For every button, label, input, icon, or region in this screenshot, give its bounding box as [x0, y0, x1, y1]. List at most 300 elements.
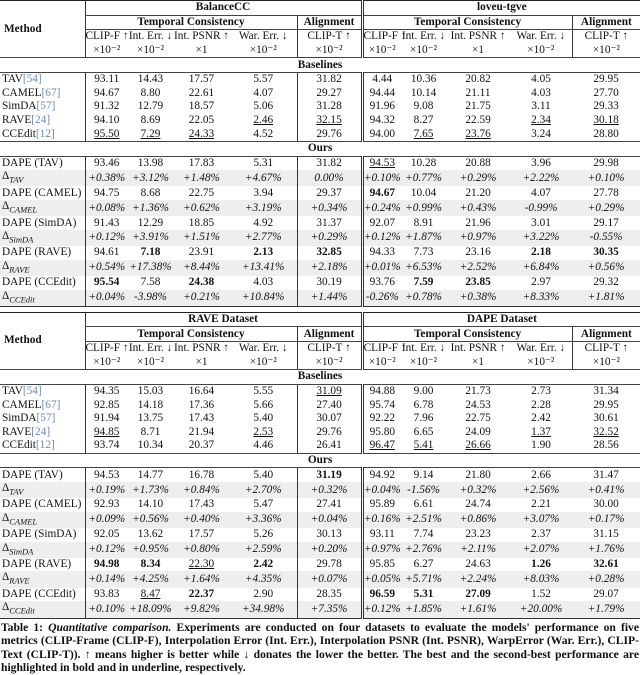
delta-row — [0, 170, 640, 186]
value-cell: 17.57 — [188, 528, 215, 541]
value-cell: 27.41 — [297, 498, 362, 512]
value-cell: 23.23 — [465, 528, 491, 541]
value-cell: 14.18 — [137, 398, 164, 411]
value-cell: +0.29% — [297, 230, 362, 246]
method-name: DAPE (CCEdit) — [2, 276, 76, 289]
citation-link[interactable]: [57] — [36, 100, 56, 113]
value-cell: 27.70 — [593, 86, 619, 99]
value-cell: +0.14% — [85, 571, 128, 587]
value-cell: 16.78 — [188, 468, 215, 481]
value-cell: 92.93 — [85, 498, 128, 512]
value-cell: 21.80 — [465, 468, 491, 481]
table-row — [0, 246, 640, 260]
value-cell: +0.20% — [297, 542, 362, 558]
value-cell: 8.91 — [413, 216, 434, 229]
alignment-header: Alignment — [572, 15, 640, 30]
table-row — [0, 426, 640, 440]
method-label: CAMEL — [2, 398, 42, 411]
table-row — [0, 384, 640, 398]
delta-label — [0, 542, 85, 558]
value-cell: 94.35 — [85, 384, 128, 398]
citation-link[interactable]: [24] — [31, 425, 51, 438]
metric-header: War. Err. ↓ — [516, 342, 566, 355]
value-cell: 30.19 — [297, 276, 362, 290]
table-row — [0, 100, 640, 114]
value-cell: 31.19 — [297, 468, 362, 482]
delta-row — [0, 260, 640, 276]
metric-header: Int. PSNR ↑ — [174, 342, 229, 355]
method-header: Method — [0, 312, 85, 369]
value-cell: +2.11% — [446, 542, 510, 558]
value-cell: 2.42 — [253, 558, 274, 571]
table-row — [0, 588, 640, 602]
method-label: TAV — [2, 73, 23, 86]
value-cell: 5.57 — [253, 73, 274, 86]
value-cell: 22.75 — [188, 186, 215, 199]
table-row — [0, 127, 640, 141]
value-cell: 27.78 — [593, 186, 619, 199]
value-cell: 24.74 — [465, 498, 491, 511]
delta-row — [0, 290, 640, 307]
citation-link[interactable]: [12] — [35, 439, 55, 452]
value-cell: 7.29 — [140, 127, 161, 140]
citation-link[interactable]: [57] — [36, 412, 56, 425]
value-cell: 94.53 — [85, 468, 128, 482]
metric-scale: ×10⁻² — [572, 356, 640, 370]
value-cell: 28.80 — [593, 127, 619, 140]
method-name — [0, 127, 85, 141]
metric-scale: ×10⁻² — [362, 356, 401, 370]
delta-subscript: RAVE — [9, 263, 30, 274]
value-cell: +0.38% — [85, 170, 128, 186]
method-name: DAPE (CCEdit) — [2, 587, 76, 600]
method-name — [0, 412, 85, 426]
value-cell: 96.47 — [362, 439, 401, 453]
alignment-header: Alignment — [572, 327, 640, 342]
method-header: Method — [0, 1, 85, 58]
value-cell: +0.99% — [401, 200, 446, 216]
value-cell: 29.07 — [593, 587, 619, 600]
value-cell: 3.11 — [531, 100, 551, 113]
delta-row — [0, 512, 640, 528]
value-cell: +1.51% — [173, 230, 230, 246]
value-cell: 29.27 — [297, 87, 362, 101]
citation-link[interactable]: [12] — [35, 127, 55, 140]
value-cell: +3.36% — [230, 512, 297, 528]
value-cell: +1.87% — [401, 230, 446, 246]
value-cell: 28.56 — [593, 439, 619, 452]
value-cell: 31.37 — [297, 216, 362, 230]
value-cell: 21.94 — [188, 425, 215, 438]
citation-link[interactable]: [67] — [41, 398, 61, 411]
value-cell: +2.76% — [401, 542, 446, 558]
value-cell: 31.82 — [297, 72, 362, 86]
value-cell: 32.52 — [593, 425, 619, 438]
value-cell: 30.07 — [297, 412, 362, 426]
method-name: DAPE (TAV) — [2, 156, 63, 169]
value-cell: 24.38 — [188, 276, 215, 289]
value-cell: 31.47 — [593, 468, 619, 481]
value-cell: +1.61% — [446, 601, 510, 618]
method-name — [0, 87, 85, 101]
value-cell: 23.85 — [465, 276, 491, 289]
results-table — [0, 312, 640, 619]
delta-subscript: SimDA — [9, 234, 34, 245]
value-cell: 22.59 — [465, 114, 491, 127]
value-cell: 93.46 — [85, 156, 128, 170]
value-cell: +0.56% — [572, 260, 640, 276]
metric-header: Int. PSNR ↑ — [450, 30, 506, 43]
value-cell: 15.03 — [137, 385, 164, 398]
value-cell: +2.51% — [401, 512, 446, 528]
method-label: CCEdit — [2, 127, 36, 140]
delta-label — [0, 170, 85, 186]
metric-header: Int. Err. ↓ — [128, 30, 173, 43]
alignment-header: Alignment — [297, 327, 362, 342]
value-cell: 17.43 — [188, 498, 215, 511]
value-cell: 22.05 — [188, 114, 215, 127]
value-cell: 24.33 — [188, 127, 215, 140]
value-cell: +0.62% — [173, 200, 230, 216]
delta-symbol: Δ — [2, 170, 10, 183]
value-cell: +13.41% — [230, 260, 297, 276]
value-cell: 2.34 — [531, 114, 551, 127]
value-cell: 5.66 — [253, 398, 274, 411]
alignment-header: Alignment — [297, 15, 362, 30]
value-cell: 3.94 — [253, 186, 274, 199]
value-cell: 29.95 — [593, 398, 619, 411]
value-cell: 24.53 — [465, 398, 491, 411]
value-cell: 95.50 — [85, 127, 128, 141]
value-cell: +4.25% — [128, 571, 173, 587]
citation-link[interactable]: [24] — [31, 114, 51, 127]
value-cell: +3.07% — [510, 512, 572, 528]
value-cell: +1.36% — [128, 200, 173, 216]
value-cell: 5.47 — [253, 498, 274, 511]
metric-scale: ×10⁻² — [510, 356, 572, 370]
value-cell: 2.28 — [531, 398, 551, 411]
metric-scale: ×1 — [446, 356, 510, 370]
metric-header: CLIP-F ↑ — [85, 30, 129, 43]
value-cell: 7.96 — [413, 412, 434, 425]
value-cell: +1.76% — [572, 542, 640, 558]
value-cell: 32.15 — [297, 114, 362, 128]
value-cell: 21.73 — [465, 385, 491, 398]
delta-row — [0, 601, 640, 618]
delta-subscript: SimDA — [9, 545, 34, 556]
value-cell: 14.77 — [137, 468, 164, 481]
metric-scale: ×10⁻² — [362, 44, 401, 58]
value-cell: +0.29% — [446, 170, 510, 186]
value-cell: 94.67 — [85, 87, 128, 101]
value-cell: 95.89 — [362, 498, 401, 512]
method-name: DAPE (RAVE) — [2, 246, 72, 259]
value-cell: 4.07 — [253, 86, 274, 99]
value-cell: 27.09 — [465, 587, 491, 600]
delta-symbol: Δ — [2, 511, 10, 524]
value-cell: +0.12% — [362, 230, 401, 246]
metric-scale: ×10⁻² — [85, 356, 128, 370]
value-cell: -3.98% — [128, 290, 173, 307]
metric-scale: ×10⁻² — [128, 44, 173, 58]
value-cell: 5.40 — [253, 412, 274, 425]
value-cell: 93.83 — [85, 588, 128, 602]
value-cell: +0.12% — [85, 230, 128, 246]
value-cell: 9.08 — [413, 100, 434, 113]
delta-symbol: Δ — [2, 541, 10, 554]
method-label: RAVE — [2, 425, 32, 438]
delta-symbol: Δ — [2, 259, 10, 272]
method-name — [0, 384, 85, 398]
delta-row — [0, 571, 640, 587]
delta-symbol: Δ — [2, 571, 10, 584]
table-row — [0, 558, 640, 572]
delta-symbol: Δ — [2, 481, 10, 494]
value-cell: 18.57 — [188, 100, 215, 113]
value-cell: +0.24% — [362, 200, 401, 216]
value-cell: +0.12% — [362, 601, 401, 618]
value-cell: +0.19% — [85, 482, 128, 498]
value-cell: 93.76 — [362, 276, 401, 290]
results-table — [0, 0, 640, 307]
value-cell: 22.61 — [188, 86, 215, 99]
delta-label — [0, 200, 85, 216]
metric-scale: ×10⁻² — [510, 44, 572, 58]
method-name: DAPE (SimDA) — [2, 528, 77, 541]
metric-header: Int. Err. ↓ — [401, 30, 446, 43]
value-cell: 5.55 — [253, 385, 274, 398]
method-label: SimDA — [2, 412, 37, 425]
method-name: DAPE (TAV) — [2, 468, 63, 481]
value-cell: -0.26% — [362, 290, 401, 307]
value-cell: 29.78 — [297, 558, 362, 572]
value-cell: +0.28% — [572, 571, 640, 587]
value-cell: 26.41 — [297, 439, 362, 453]
value-cell: +2.59% — [230, 542, 297, 558]
value-cell: +0.04% — [297, 512, 362, 528]
value-cell: 31.82 — [297, 156, 362, 170]
dataset-header: RAVE Dataset — [85, 312, 362, 327]
value-cell: 5.41 — [413, 439, 434, 452]
method-label: TAV — [2, 385, 23, 398]
table-row — [0, 468, 640, 482]
value-cell: 29.37 — [297, 186, 362, 200]
value-cell: +0.86% — [446, 512, 510, 528]
value-cell: 29.76 — [297, 426, 362, 440]
metric-header: CLIP-F ↑ — [85, 342, 129, 355]
value-cell: 2.66 — [531, 468, 551, 481]
value-cell: 0.00% — [297, 170, 362, 186]
table-row — [0, 528, 640, 542]
section-baselines: Baselines — [0, 58, 640, 73]
value-cell: 4.44 — [362, 72, 401, 86]
value-cell: +10.84% — [230, 290, 297, 307]
value-cell: +0.56% — [128, 512, 173, 528]
value-cell: 23.76 — [465, 127, 491, 140]
metric-scale: ×10⁻² — [572, 44, 640, 58]
value-cell: 94.85 — [85, 426, 128, 440]
value-cell: 5.40 — [253, 468, 274, 481]
value-cell: +20.00% — [510, 601, 572, 618]
dataset-header: loveu-tgve — [362, 1, 640, 16]
value-cell: 2.42 — [531, 412, 551, 425]
table-row — [0, 186, 640, 200]
value-cell: +0.43% — [446, 200, 510, 216]
value-cell: 94.98 — [85, 558, 128, 572]
value-cell: 4.52 — [253, 127, 274, 140]
value-cell: 32.61 — [593, 558, 619, 571]
method-name — [0, 398, 85, 412]
value-cell: +2.07% — [510, 542, 572, 558]
method-label: SimDA — [2, 100, 37, 113]
value-cell: 13.62 — [137, 528, 164, 541]
value-cell: 2.37 — [531, 528, 551, 541]
value-cell: +1.44% — [297, 290, 362, 307]
value-cell: +2.18% — [297, 260, 362, 276]
value-cell: +0.16% — [362, 512, 401, 528]
metric-scale: ×10⁻² — [297, 356, 362, 370]
value-cell: +8.03% — [510, 571, 572, 587]
delta-symbol: Δ — [2, 601, 10, 614]
value-cell: 21.11 — [465, 86, 491, 99]
value-cell: 93.11 — [362, 528, 401, 542]
value-cell: +0.95% — [128, 542, 173, 558]
delta-subscript: TAV — [9, 486, 24, 497]
value-cell: 94.33 — [362, 246, 401, 260]
value-cell: 28.35 — [297, 588, 362, 602]
value-cell: 94.53 — [362, 156, 401, 170]
metric-header: CLIP-F ↑ — [363, 30, 407, 43]
value-cell: 7.65 — [413, 127, 434, 140]
value-cell: 29.33 — [593, 100, 619, 113]
value-cell: +0.10% — [362, 170, 401, 186]
table-row — [0, 216, 640, 230]
method-label: RAVE — [2, 114, 32, 127]
table-row — [0, 398, 640, 412]
value-cell: +0.40% — [173, 512, 230, 528]
delta-label — [0, 571, 85, 587]
method-name — [0, 114, 85, 128]
citation-link[interactable]: [67] — [41, 86, 61, 99]
value-cell: 91.94 — [85, 412, 128, 426]
delta-symbol: Δ — [2, 289, 10, 302]
value-cell: 95.74 — [362, 398, 401, 412]
value-cell: 30.00 — [593, 498, 619, 511]
value-cell: 95.80 — [362, 426, 401, 440]
value-cell: 2.73 — [531, 385, 551, 398]
section-baselines: Baselines — [0, 370, 640, 385]
value-cell: +2.70% — [230, 482, 297, 498]
value-cell: +4.67% — [230, 170, 297, 186]
value-cell: 4.92 — [253, 216, 274, 229]
value-cell: 9.00 — [413, 385, 434, 398]
value-cell: 31.28 — [297, 100, 362, 114]
caption-label: Table 1: — [1, 620, 44, 634]
value-cell: 92.07 — [362, 216, 401, 230]
value-cell: -1.56% — [401, 482, 446, 498]
value-cell: 10.34 — [137, 439, 164, 452]
citation-link[interactable]: [54] — [22, 73, 42, 86]
value-cell: 7.18 — [140, 246, 161, 259]
metric-header: CLIP-T ↑ — [297, 341, 362, 355]
dataset-header: DAPE Dataset — [362, 312, 640, 327]
method-name: DAPE (CAMEL) — [2, 186, 82, 199]
value-cell: 17.57 — [188, 73, 215, 86]
value-cell: +3.19% — [230, 200, 297, 216]
value-cell: 95.54 — [85, 276, 128, 290]
dataset-header: BalanceCC — [85, 1, 362, 16]
value-cell: 91.96 — [362, 100, 401, 114]
value-cell: 6.78 — [413, 398, 434, 411]
citation-link[interactable]: [54] — [22, 385, 42, 398]
value-cell: +0.04% — [85, 290, 128, 307]
section-ours: Ours — [0, 141, 640, 156]
value-cell: +7.35% — [297, 601, 362, 618]
method-name: DAPE (CAMEL) — [2, 498, 82, 511]
method-name — [0, 72, 85, 86]
temporal-consistency-header: Temporal Consistency — [362, 327, 572, 342]
method-name — [0, 426, 85, 440]
value-cell: 7.59 — [413, 276, 434, 289]
value-cell: +0.10% — [572, 170, 640, 186]
value-cell: +0.05% — [362, 571, 401, 587]
metric-scale: ×10⁻² — [230, 44, 297, 58]
metric-header: CLIP-F ↑ — [363, 342, 407, 355]
method-label: CCEdit — [2, 439, 36, 452]
value-cell: +3.12% — [128, 170, 173, 186]
value-cell: 17.43 — [188, 412, 215, 425]
delta-row — [0, 542, 640, 558]
metric-header: War. Err. ↓ — [238, 342, 288, 355]
value-cell: 23.91 — [188, 246, 215, 259]
delta-symbol: Δ — [2, 229, 10, 242]
value-cell: 30.61 — [593, 412, 619, 425]
metric-scale: ×1 — [173, 356, 230, 370]
delta-label — [0, 230, 85, 246]
value-cell: 4.03 — [253, 276, 274, 289]
value-cell: 22.30 — [188, 558, 215, 571]
table-row — [0, 114, 640, 128]
value-cell: 5.31 — [253, 156, 274, 169]
method-label: CAMEL — [2, 86, 42, 99]
value-cell: 9.14 — [413, 468, 434, 481]
value-cell: 2.18 — [531, 246, 551, 259]
value-cell: +0.32% — [446, 482, 510, 498]
value-cell: 13.75 — [137, 412, 164, 425]
value-cell: 92.05 — [85, 528, 128, 542]
value-cell: +0.07% — [297, 571, 362, 587]
value-cell: 6.27 — [413, 558, 434, 571]
value-cell: +18.09% — [128, 601, 173, 618]
caption-title: Quantitative comparison. — [48, 620, 172, 634]
table-row — [0, 156, 640, 170]
metric-scale: ×1 — [446, 44, 510, 58]
delta-subscript: RAVE — [9, 575, 30, 586]
value-cell: 94.44 — [362, 87, 401, 101]
metric-header: Int. PSNR ↑ — [450, 342, 506, 355]
delta-label — [0, 601, 85, 618]
table-row — [0, 412, 640, 426]
delta-row — [0, 200, 640, 216]
value-cell: 93.11 — [85, 72, 128, 86]
table-row — [0, 498, 640, 512]
delta-subscript: CAMEL — [9, 515, 38, 526]
method-name — [0, 439, 85, 453]
value-cell: +2.56% — [510, 482, 572, 498]
value-cell: 23.16 — [465, 246, 491, 259]
value-cell: 24.09 — [465, 425, 491, 438]
value-cell: 8.71 — [140, 425, 161, 438]
